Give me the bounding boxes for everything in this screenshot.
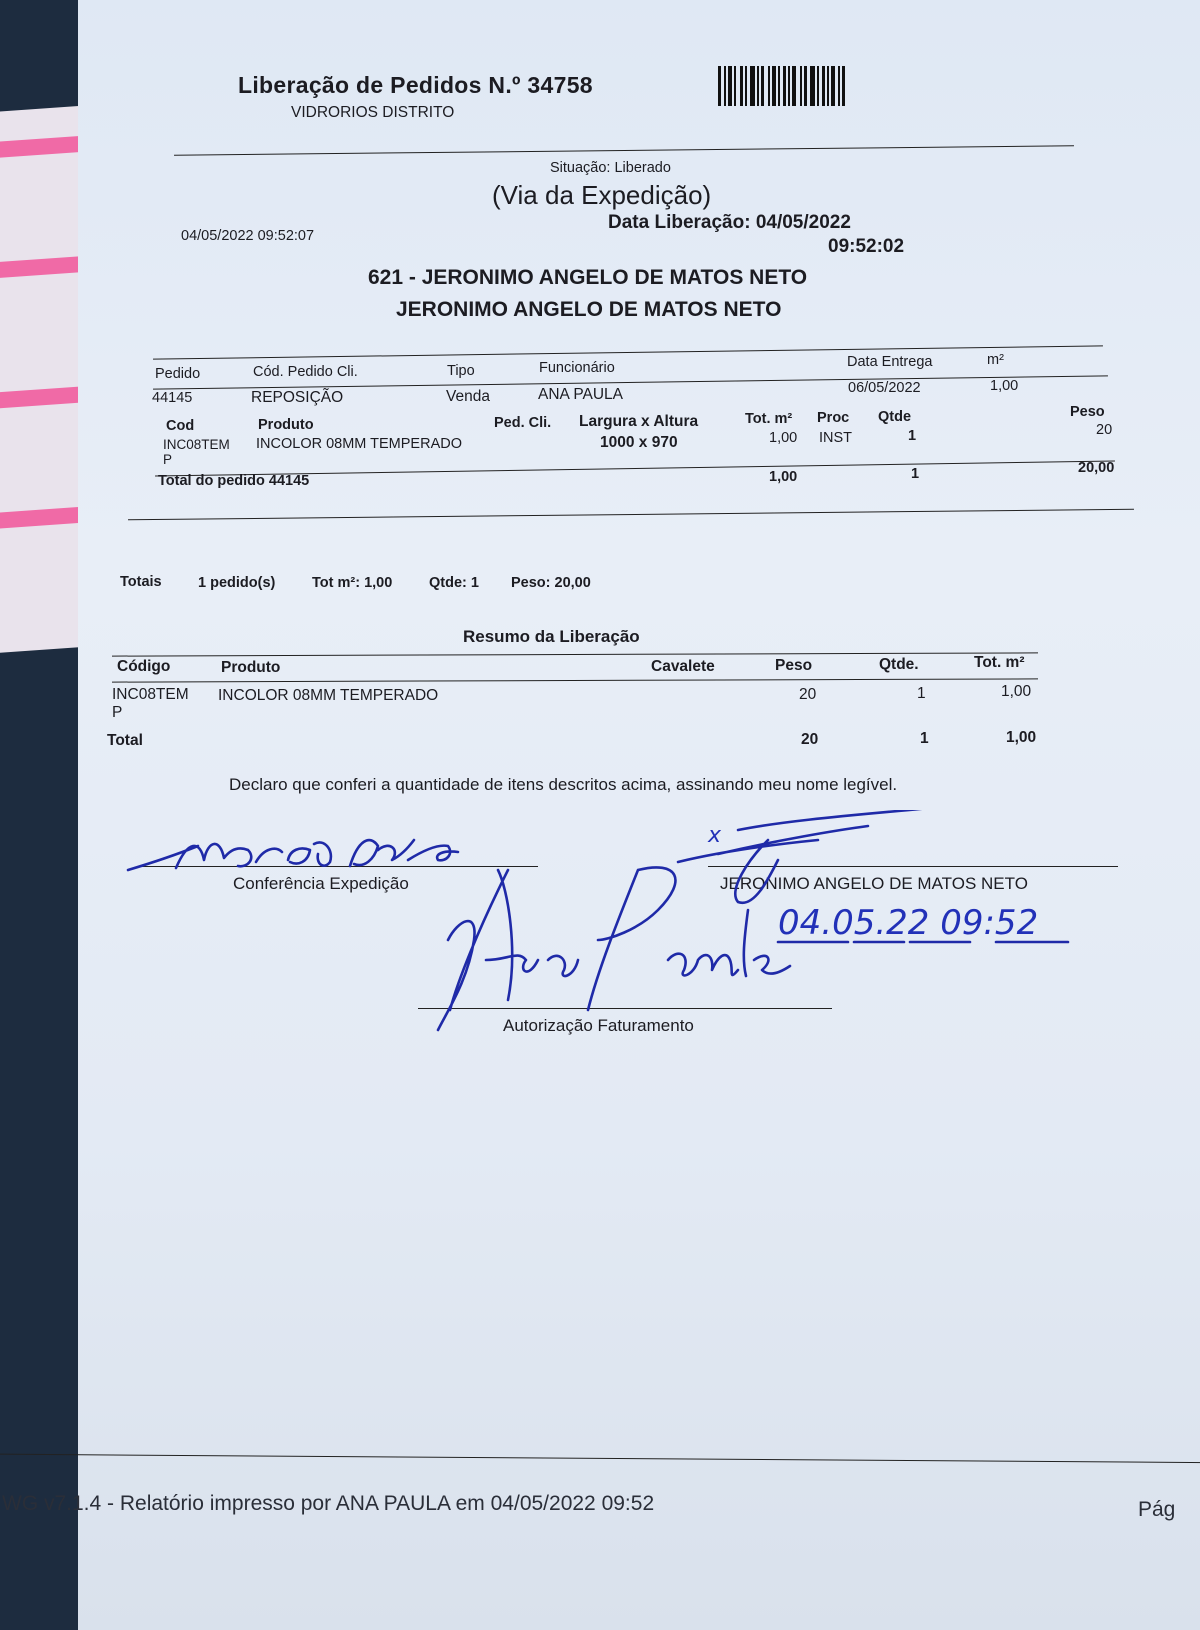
item-code-line1: INC08TEM <box>163 437 230 452</box>
company-name: VIDRORIOS DISTRITO <box>291 104 455 121</box>
summary-row-product: INCOLOR 08MM TEMPERADO <box>218 687 439 704</box>
item-peso: 20 <box>1096 422 1113 438</box>
declaration-text: Declaro que conferi a quantidade de itens descritos acima, assinando meu nome legível. <box>229 775 898 794</box>
summary-total-peso: 20 <box>801 731 819 748</box>
summary-title: Resumo da Liberação <box>463 627 640 646</box>
col-header-m2: m² <box>987 352 1004 368</box>
col-header-funcionario: Funcionário <box>539 360 615 376</box>
item-header-tot-m2: Tot. m² <box>745 411 793 427</box>
release-date: Data Liberação: 04/05/2022 <box>608 212 851 233</box>
header-divider <box>174 145 1074 155</box>
order-m2: 1,00 <box>990 378 1019 394</box>
summary-row-code-line1: INC08TEM <box>112 686 189 703</box>
summary-header-peso: Peso <box>775 657 813 674</box>
summary-header-codigo: Código <box>117 658 171 675</box>
item-header-peso: Peso <box>1070 404 1105 420</box>
item-header-proc: Proc <box>817 410 850 426</box>
summary-total-qtde: 1 <box>920 730 929 747</box>
svg-text:x: x <box>708 823 722 848</box>
footer-line <box>0 1454 1200 1464</box>
col-header-tipo: Tipo <box>447 363 475 379</box>
summary-header-produto: Produto <box>221 659 281 676</box>
document-page <box>2 0 1200 1630</box>
item-header-largura-altura: Largura x Altura <box>579 413 699 430</box>
item-tot-m2: 1,00 <box>769 430 798 446</box>
totals-peso: Peso: 20,00 <box>511 575 591 591</box>
item-header-ped-cli: Ped. Cli. <box>494 415 552 431</box>
summary-row-code-line2: P <box>112 704 123 721</box>
totals-label: Totais <box>120 574 162 590</box>
summary-total-label: Total <box>107 732 143 749</box>
handwritten-signatures <box>78 810 1178 1070</box>
handwritten-date: 04.05.22 09:52 <box>778 903 1039 943</box>
note-stripe <box>0 136 84 162</box>
item-proc: INST <box>819 430 853 446</box>
item-product: INCOLOR 08MM TEMPERADO <box>256 436 462 452</box>
col-header-cod-pedido-cli: Cód. Pedido Cli. <box>253 364 358 380</box>
col-header-pedido: Pedido <box>155 366 201 382</box>
authorization-label: Autorização Faturamento <box>503 1016 694 1035</box>
conference-label: Conferência Expedição <box>233 874 409 893</box>
barcode <box>718 66 876 106</box>
page-label: Pág <box>1138 1498 1176 1521</box>
order-total-qtde: 1 <box>911 466 920 482</box>
order-total-m2: 1,00 <box>769 469 798 485</box>
totals-qtde: Qtde: 1 <box>429 575 479 591</box>
order-table-top-line <box>153 345 1103 359</box>
order-client-code: REPOSIÇÃO <box>251 389 344 406</box>
col-header-data-entrega: Data Entrega <box>847 354 933 370</box>
order-delivery-date: 06/05/2022 <box>848 380 921 396</box>
order-number: 44145 <box>152 390 193 406</box>
summary-header-line <box>112 678 1038 682</box>
document-title: Liberação de Pedidos N.º 34758 <box>238 72 593 98</box>
summary-row-tot-m2: 1,00 <box>1001 683 1032 700</box>
totals-orders: 1 pedido(s) <box>198 575 276 591</box>
order-total-label: Total do pedido 44145 <box>158 473 310 489</box>
summary-header-qtde: Qtde. <box>879 656 919 673</box>
summary-header-cavalete: Cavalete <box>651 658 715 675</box>
item-dimensions: 1000 x 970 <box>600 434 678 451</box>
footer-text: WG v7.1.4 - Relatório impresso por ANA PAULA em 04/05/2022 09:52 <box>2 1492 655 1515</box>
item-header-cod: Cod <box>166 418 195 434</box>
order-employee: ANA PAULA <box>538 386 624 403</box>
summary-total-tot-m2: 1,00 <box>1006 729 1037 746</box>
summary-header-tot-m2: Tot. m² <box>974 654 1025 671</box>
copy-label: (Via da Expedição) <box>492 180 712 210</box>
item-qtde: 1 <box>908 428 917 444</box>
section-divider <box>128 509 1134 521</box>
order-type: Venda <box>446 388 490 405</box>
item-header-qtde: Qtde <box>878 409 912 425</box>
client-name-line2: JERONIMO ANGELO DE MATOS NETO <box>396 298 782 321</box>
summary-row-peso: 20 <box>799 686 817 703</box>
client-signature-label: JERONIMO ANGELO DE MATOS NETO <box>720 874 1028 893</box>
item-header-produto: Produto <box>258 417 314 433</box>
status-label: Situação: Liberado <box>550 160 671 176</box>
summary-row-qtde: 1 <box>917 685 926 702</box>
order-total-peso: 20,00 <box>1078 460 1115 476</box>
item-code-line2: P <box>163 452 173 467</box>
totals-m2: Tot m²: 1,00 <box>312 575 393 591</box>
print-timestamp: 04/05/2022 09:52:07 <box>181 228 315 244</box>
client-name-line1: 621 - JERONIMO ANGELO DE MATOS NETO <box>368 266 808 289</box>
release-time: 09:52:02 <box>828 236 905 257</box>
